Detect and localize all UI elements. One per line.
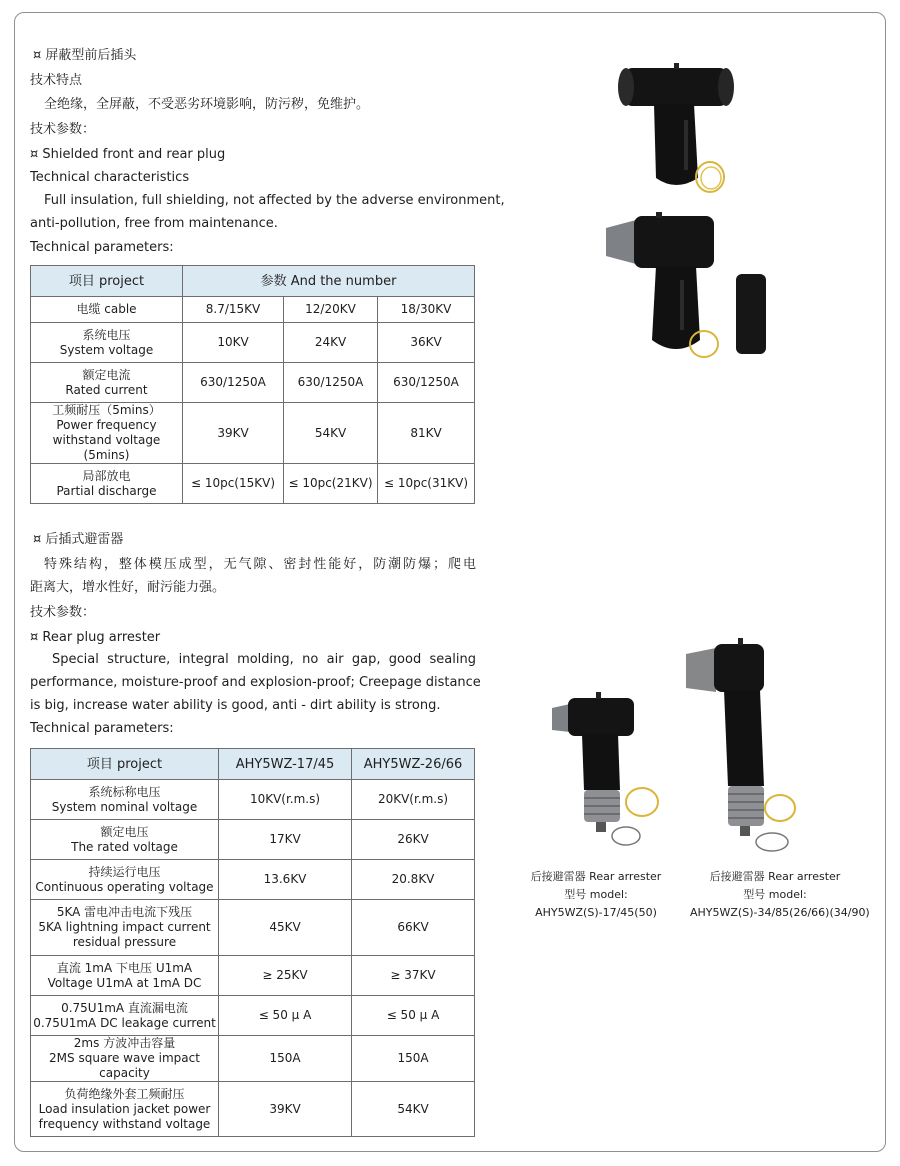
table-row	[31, 860, 475, 900]
section2-desc-cn-line2: 距离大，增水性好，耐污能力强。	[30, 580, 226, 595]
caption-line: 后接避雷器 Rear arrester	[530, 870, 662, 883]
cell-value: ≤ 10pc(15KV)	[183, 464, 284, 504]
row-label-en: 0.75U1mA DC leakage current	[33, 1015, 216, 1030]
cell-value: 66KV	[352, 900, 475, 956]
section1-heading-en: ¤ Shielded front and rear plug	[30, 147, 226, 162]
row-label-en: Partial discharge	[56, 483, 157, 498]
arrester-photo	[548, 690, 668, 850]
row-label: 电缆 cable	[76, 302, 137, 316]
row-label-cn: 直流 1mA 下电压 U1mA	[56, 960, 193, 975]
section2-desc-cn-line1: 特殊结构，整体模压成型，无气隙、密封性能好，防潮防爆；爬电	[44, 557, 476, 572]
table2-header-col2: AHY5WZ-26/66	[352, 749, 475, 780]
arrester-caption-2	[690, 868, 870, 922]
cell-value: 24KV	[284, 323, 378, 363]
section1-desc-en-line1: Full insulation, full shielding, not affected by the adverse environment,	[44, 193, 505, 208]
table-row	[31, 900, 475, 956]
section2-params-cn: 技术参数：	[30, 605, 96, 620]
row-label-en: System nominal voltage	[51, 799, 198, 814]
cell-value: ≥ 37KV	[352, 956, 475, 996]
row-label-cn: 额定电流	[82, 367, 131, 382]
row-label-en-2: withstand voltage (5mins)	[52, 433, 161, 462]
section1-params-cn: 技术参数：	[30, 122, 96, 137]
table-row	[31, 323, 475, 363]
caption-line: 后接避雷器 Rear arrester	[709, 870, 841, 883]
row-label-en: Load insulation jacket power	[38, 1101, 211, 1116]
row-label-cn: 5KA 雷电冲击电流下残压	[56, 905, 193, 919]
caption-line: 型号 model:	[564, 888, 628, 901]
row-label-cn: 工频耐压（5mins）	[52, 403, 161, 417]
cell-value: 8.7/15KV	[183, 297, 284, 323]
cell-value: 54KV	[284, 403, 378, 464]
arrester-spec-table	[30, 748, 475, 1137]
plug-spec-table	[30, 265, 475, 504]
cell-value: ≤ 10pc(31KV)	[378, 464, 475, 504]
section1-params-en: Technical parameters:	[30, 240, 174, 255]
cell-value: 39KV	[219, 1082, 352, 1137]
row-label-cn: 0.75U1mA 直流漏电流	[61, 1000, 188, 1015]
cell-value: 10KV(r.m.s)	[219, 780, 352, 820]
section1-desc-en	[30, 189, 505, 235]
section1-heading-cn: ¤ 屏蔽型前后插头	[33, 48, 137, 63]
row-label-en-2: frequency withstand voltage	[38, 1116, 211, 1131]
cell-value: 630/1250A	[378, 363, 475, 403]
section1-desc-en-line2: anti-pollution, free from maintenance.	[30, 216, 278, 231]
elbow-plug-photo	[600, 210, 790, 360]
cell-value: 10KV	[183, 323, 284, 363]
caption-line: 型号 model:	[743, 888, 807, 901]
row-label-en: 5KA lightning impact current	[38, 920, 211, 934]
section2-desc-en-line1: Special structure, integral molding, no air gap, good sealing	[52, 652, 476, 667]
table-row	[31, 1036, 475, 1082]
cell-value: 36KV	[378, 323, 475, 363]
cell-value: 630/1250A	[284, 363, 378, 403]
cell-value: 12/20KV	[284, 297, 378, 323]
arrester-caption-1	[526, 868, 666, 922]
row-label-cn: 持续运行电压	[88, 864, 161, 879]
table2-header-item: 项目 project	[31, 749, 219, 780]
cell-value: 39KV	[183, 403, 284, 464]
table-row	[31, 1082, 475, 1137]
cell-value: 20KV(r.m.s)	[352, 780, 475, 820]
cell-value: 20.8KV	[352, 860, 475, 900]
row-label-en: System voltage	[59, 342, 154, 357]
row-label-en: Rated current	[65, 382, 148, 397]
row-label-en: 2MS square wave impact capacity	[49, 1051, 200, 1080]
row-label-cn: 2ms 方波冲击容量	[73, 1036, 176, 1050]
section2-heading-cn: ¤ 后插式避雷器	[33, 532, 124, 547]
row-label-cn: 负荷绝缘外套工频耐压	[64, 1086, 185, 1101]
row-label-en: Continuous operating voltage	[35, 879, 214, 894]
caption-line: AHY5WZ(S)-34/85(26/66)(34/90)	[690, 906, 870, 919]
row-label-en: Power frequency	[56, 418, 157, 432]
table-row	[31, 363, 475, 403]
cell-value: ≤ 50 μ A	[352, 996, 475, 1036]
row-label-cn: 局部放电	[82, 468, 131, 483]
cell-value: 18/30KV	[378, 297, 475, 323]
row-label-en: Voltage U1mA at 1mA DC	[47, 975, 202, 990]
cell-value: 13.6KV	[219, 860, 352, 900]
t-plug-photo	[612, 60, 742, 200]
table1-header-item: 项目 project	[31, 266, 183, 297]
table-row	[31, 956, 475, 996]
table-row	[31, 297, 475, 323]
section1-desc-cn: 全绝缘，全屏蔽，不受恶劣环境影响，防污秽，免维护。	[44, 97, 370, 112]
table2-header-col1: AHY5WZ-17/45	[219, 749, 352, 780]
cell-value: ≥ 25KV	[219, 956, 352, 996]
caption-line: AHY5WZ(S)-17/45(50)	[535, 906, 657, 919]
cell-value: 17KV	[219, 820, 352, 860]
cell-value: 54KV	[352, 1082, 475, 1137]
row-label-cn: 系统标称电压	[88, 784, 161, 799]
table1-header-params: 参数 And the number	[183, 266, 475, 297]
section1-tech-char-cn: 技术特点	[30, 73, 83, 88]
table-row	[31, 820, 475, 860]
table-row	[31, 464, 475, 504]
row-label-cn: 系统电压	[82, 327, 131, 342]
cell-value: 45KV	[219, 900, 352, 956]
cell-value: ≤ 10pc(21KV)	[284, 464, 378, 504]
section2-desc-en-line3: is big, increase water ability is good, anti - dirt ability is strong.	[30, 698, 441, 713]
cell-value: ≤ 50 μ A	[219, 996, 352, 1036]
section1-tech-char-en: Technical characteristics	[30, 170, 190, 185]
cell-value: 150A	[352, 1036, 475, 1082]
row-label-en: The rated voltage	[71, 839, 178, 854]
section2-params-en: Technical parameters:	[30, 721, 174, 736]
cell-value: 81KV	[378, 403, 475, 464]
row-label-cn: 额定电压	[100, 824, 149, 839]
table-row	[31, 780, 475, 820]
section2-desc-en-line2: performance, moisture-proof and explosion-proof; Creepage distance	[30, 675, 481, 690]
cell-value: 150A	[219, 1036, 352, 1082]
cell-value: 630/1250A	[183, 363, 284, 403]
section2-desc-cn	[30, 553, 476, 599]
cell-value: 26KV	[352, 820, 475, 860]
section2-desc-en	[30, 648, 481, 717]
table-row	[31, 996, 475, 1036]
table-row	[31, 403, 475, 464]
arrester-photo	[682, 636, 812, 856]
section2-heading-en: ¤ Rear plug arrester	[30, 630, 161, 645]
row-label-en-2: residual pressure	[72, 935, 177, 949]
